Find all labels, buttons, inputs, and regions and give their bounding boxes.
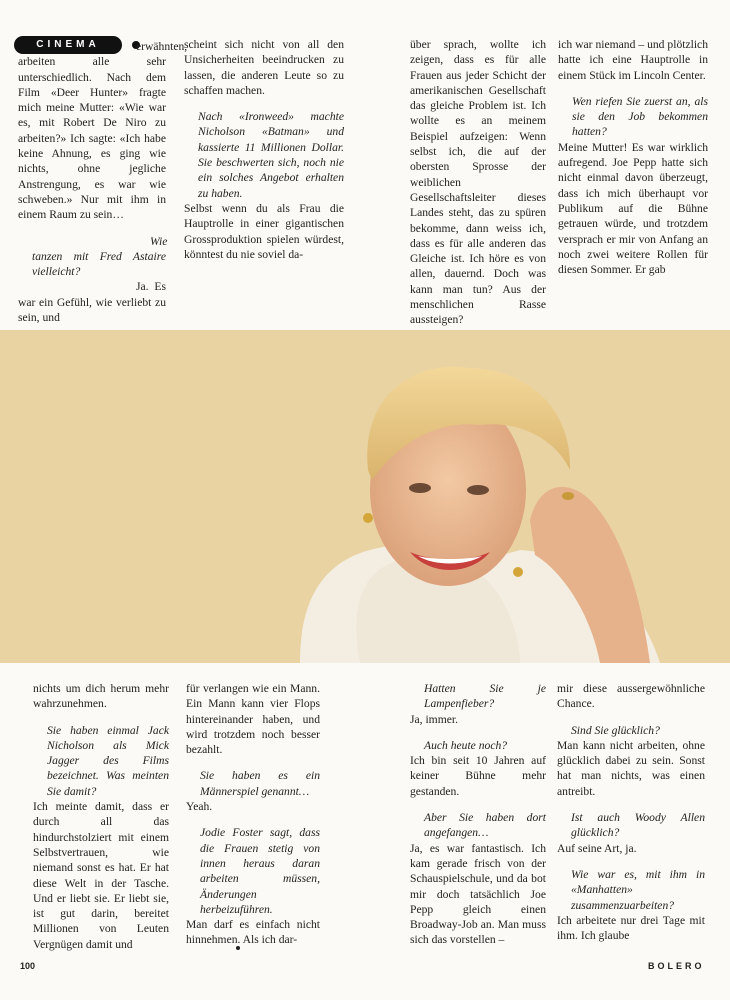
interview-question: Auch heute noch? bbox=[424, 738, 508, 752]
interview-question: Ist auch Woody Allen glücklich? bbox=[571, 811, 705, 840]
interview-answer: für verlangen wie ein Mann. Ein Mann kann vier Flops hintereinander haben, und wird trotzdem noch besser bezahlt. bbox=[186, 682, 320, 757]
top-column-2 bbox=[184, 37, 344, 262]
interview-answer: über sprach, wollte ich zeigen, dass es für alle Frauen aus jeder Schicht der amerikanischen Gesellschaft das gleiche Problem ist. Ich wollte es an meinem Beispiel aufzeigen: Wenn selbst ich, die auf der obersten Sprosse der weiblichen Gesellschaftsleiter dieses Landes steht, das zu spüren bekomme, dann weiss ich, dass es für alle anderen das Gleiche ist. Ich höre es von allen, dauernd. Doch was kann man tun? Aus der menschlichen Rasse aussteigen? bbox=[410, 38, 546, 327]
interview-question: Hatten Sie je Lampenfieber? bbox=[424, 682, 546, 711]
interview-answer: Man darf es einfach nicht hinnehmen. Als ich dar- bbox=[186, 918, 320, 947]
bottom-column-3 bbox=[410, 681, 546, 948]
top-column-1 bbox=[18, 39, 188, 325]
interview-question: Aber Sie haben dort angefangen… bbox=[424, 811, 546, 840]
interview-question: Nach «Ironweed» machte Nicholson «Batman» und kassierte 11 Millionen Dollar. Sie beschwerten sich, noch nie ein solches Angebot erhalten zu haben. bbox=[198, 110, 344, 200]
interview-answer: mir diese aussergewöhnliche Chance. bbox=[557, 682, 705, 711]
interview-answer: Ich bin seit 10 Jahren auf keiner Bühne mehr gestanden. bbox=[410, 754, 546, 798]
interview-answer: Ich arbeitete nur drei Tage mit ihm. Ich glaube bbox=[557, 913, 705, 943]
interview-answer: Ich meinte damit, dass er durch all das hindurchstolziert mit einem Selbstvertrauen, wie niemand sonst es hat. Er hat diese Welt in der Tasche. Und er liebt sie. Er liebt sie, ist gut darin, bereitet Millionen von Leuten Vergnügen damit und bbox=[33, 800, 169, 951]
interview-question: Sind Sie glücklich? bbox=[571, 723, 660, 737]
magazine-name: BOLERO bbox=[648, 961, 705, 971]
interview-answer: Ja, es war fantastisch. Ich kam gerade frisch von der Schauspielschule, und da bot mir doch tatsächlich Joe Pepp gleich einen Broadway-Job an. Man muss sich das vorstellen – bbox=[410, 841, 546, 947]
section-tag: CINEMA bbox=[14, 36, 122, 54]
interview-answer: Auf seine Art, ja. bbox=[557, 841, 637, 855]
bottom-column-2 bbox=[186, 681, 320, 948]
interview-answer: ich war niemand – und plötzlich hatte ich eine Hauptrolle in einem Stück im Lincoln Center. bbox=[558, 38, 708, 82]
interview-answer: Selbst wenn du als Frau die Hauptrolle in einer gigantischen Grossproduktion spielen würdest, könntest du nie soviel da- bbox=[184, 201, 344, 261]
interview-question: Wen riefen Sie zuerst an, als sie den Job bekommen hatten? bbox=[572, 94, 708, 139]
interview-answer: nichts um dich herum mehr wahrzunehmen. bbox=[33, 682, 169, 711]
interview-answer: Ja. Es war ein Gefühl, wie verliebt zu sein, und bbox=[18, 280, 166, 325]
interview-answer: Yeah. bbox=[186, 800, 213, 814]
interview-question: Wie war es, mit ihm in «Manhatten» zusammenzuarbeiten? bbox=[571, 867, 705, 912]
bottom-column-1 bbox=[33, 681, 169, 952]
interview-question: Jodie Foster sagt, dass die Frauen stetig von innen heraus daran arbeiten müssen, Änderungen herbeizuführen. bbox=[200, 826, 320, 916]
interview-answer: Man kann nicht arbeiten, ohne glücklich dabei zu sein. Sonst hat man nichts, was einen antreibt. bbox=[557, 738, 705, 798]
interview-answer: Ja, immer. bbox=[410, 712, 458, 726]
interview-question: Sie haben einmal Jack Nicholson als Mick Jagger des Films bezeichnet. Was meinten Sie damit? bbox=[47, 723, 169, 798]
page-number: 100 bbox=[20, 961, 36, 971]
interview-question: Wie tanzen mit Fred Astaire vielleicht? bbox=[32, 234, 168, 279]
top-column-3 bbox=[410, 37, 546, 328]
interview-answer: erwähnten, arbeiten alle sehr unterschiedlich. Nach dem Film «Deer Hunter» fragte mich meine Mutter: «Wie war es, mit Robert De Niro zu arbeiten?» Ich sagte: «Ich habe keine Ahnung, es ging wie nichts, ohne jegliche Anstrengung, es war wie schweben.» Nur mit ihm in einem Raum zu sein… bbox=[18, 40, 188, 222]
portrait-photo bbox=[0, 330, 730, 663]
interview-question: Sie haben es ein Männerspiel genannt… bbox=[200, 769, 320, 798]
top-column-4 bbox=[558, 37, 708, 277]
bottom-column-4 bbox=[557, 681, 705, 943]
end-bullet bbox=[236, 946, 240, 950]
interview-answer: Meine Mutter! Es war wirklich aufregend. Joe Pepp hatte sich nicht einmal davon überzeugt, dass ich mich überhaupt vor Publikum auf die Bühne getrauen würde, und trotzdem versprach er mir von Anfang an noch zwei weitere Rollen für diesen Sommer. Er gab bbox=[558, 140, 708, 277]
interview-answer: scheint sich nicht von all den Unsicherheiten beeindrucken zu lassen, die anderen Leute so zu schaffen machen. bbox=[184, 38, 344, 97]
